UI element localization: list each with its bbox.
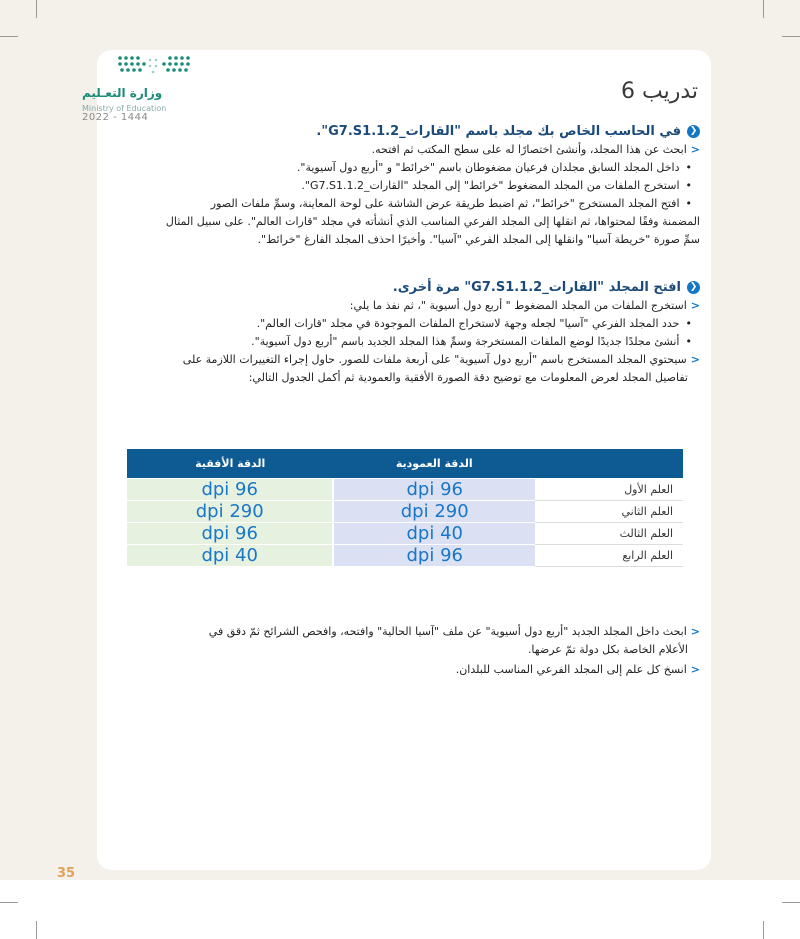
bullet-item: • افتح المجلد المستخرج "خرائط"، ثم اضبط طريقة عرض الشاشة على لوحة المعاينة، وسمِّ ملفات الصور — [120, 196, 692, 212]
row-label: العلم الرابع — [535, 545, 683, 567]
section-1 — [120, 122, 700, 250]
vertical-dpi-input[interactable]: 290 dpi — [333, 501, 535, 523]
crop-mark — [763, 921, 764, 939]
row-label: العلم الأول — [535, 479, 683, 501]
section-3 — [120, 622, 700, 680]
horizontal-dpi-input[interactable]: 290 dpi — [127, 501, 333, 523]
bullet-continuation: المضمنة وفقًا لمحتواها، ثم انقلها إلى المجلد الفرعي المناسب الذي أنشأته في مجلد "قارات العالم". على سبيل المثال — [165, 215, 700, 228]
crop-mark — [0, 902, 18, 903]
crop-mark — [36, 921, 37, 939]
table-header-empty — [535, 449, 683, 479]
bullet-item: • داخل المجلد السابق مجلدان فرعيان مضغوطان باسم "خرائط" و "أربع دول آسيوية". — [120, 160, 692, 176]
crop-mark — [0, 36, 18, 37]
step-text: استخرج الملفات من المجلد المضغوط " أربع دول أسيوية "، ثم نفذ ما يلي: — [349, 299, 687, 312]
row-label: العلم الثالث — [535, 523, 683, 545]
step-continuation: تفاصيل المجلد لعرض المعلومات مع توضيح دقة الصورة الأفقية والعمودية ثم أكمل الجدول التالي: — [248, 371, 688, 384]
crop-mark — [763, 0, 764, 18]
bullet-item: • حدد المجلد الفرعي "آسيا" لجعله وجهة لاستخراج الملفات الموجودة في مجلد "قارات العالم". — [120, 316, 692, 332]
step-text: انسخ كل علم إلى المجلد الفرعي المناسب للبلدان. — [455, 663, 687, 676]
horizontal-dpi-input[interactable]: 96 dpi — [127, 523, 333, 545]
arrow-icon: < — [690, 663, 700, 676]
step-continuation: الأعلام الخاصة بكل دولة تمّ عرضها. — [527, 643, 688, 656]
step-text: ابحث داخل المجلد الجديد "أربع دول أسيوية" عن ملف "آسيا الحالية" وافتحه، وافحص الشرائح ثمّ دقق في — [208, 625, 687, 638]
table-row — [127, 545, 683, 567]
ministry-year: 2022 - 1444 — [82, 112, 149, 123]
arrow-icon: < — [690, 299, 700, 312]
step — [120, 624, 700, 640]
crop-mark — [782, 36, 800, 37]
ministry-name-arabic: وزارة التعـليم — [82, 86, 163, 100]
vertical-dpi-input[interactable]: 96 dpi — [333, 479, 535, 501]
step — [120, 662, 700, 678]
section-2-heading-text: افتح المجلد "القارات_G7.S1.1.2" مرة أخرى. — [392, 280, 681, 295]
resolution-table — [127, 449, 683, 567]
table-row — [127, 479, 683, 501]
crop-mark — [782, 902, 800, 903]
section-1-heading-text: في الحاسب الخاص بك مجلد باسم "القارات_G7.S1.1.2". — [316, 124, 681, 139]
step-text: سيحتوي المجلد المستخرج باسم "أربع دول آسيوية" على أربعة ملفات للصور. حاول إجراء التغييرات اللازمة على — [182, 353, 687, 366]
row-label: العلم الثاني — [535, 501, 683, 523]
step — [120, 142, 700, 158]
bullet-continuation: سمِّ صورة "خريطة آسيا" وانقلها إلى المجلد الفرعي "آسيا". وأخيرًا احذف المجلد الفارغ "خرائط". — [257, 233, 700, 246]
table-header-horizontal: الدقة الأفقية — [127, 449, 333, 479]
ministry-name-english: Ministry of Education — [82, 104, 167, 113]
table-row — [127, 523, 683, 545]
chevron-left-icon: ❮ — [687, 125, 700, 138]
step — [120, 352, 700, 368]
page-title: تدريب 6 — [620, 79, 698, 104]
section-1-heading — [120, 124, 700, 140]
arrow-icon: < — [690, 143, 700, 156]
horizontal-dpi-input[interactable]: 40 dpi — [127, 545, 333, 567]
table-header-vertical: الدقة العمودية — [333, 449, 535, 479]
page-number: 35 — [57, 866, 76, 881]
step-text: ابحث عن هذا المجلد، وأنشئ اختصارًا له على سطح المكتب ثم افتحه. — [371, 143, 687, 156]
section-2-heading — [120, 280, 700, 296]
crop-mark — [36, 0, 37, 18]
table-row — [127, 501, 683, 523]
horizontal-dpi-input[interactable]: 96 dpi — [127, 479, 333, 501]
section-2 — [120, 278, 700, 388]
ministry-logo-dots-icon — [110, 52, 200, 88]
chevron-left-icon: ❮ — [687, 281, 700, 294]
step — [120, 298, 700, 314]
vertical-dpi-input[interactable]: 40 dpi — [333, 523, 535, 545]
vertical-dpi-input[interactable]: 96 dpi — [333, 545, 535, 567]
bullet-item: • أنشئ مجلدًا جديدًا لوضع الملفات المستخرجة وسمِّ هذا المجلد الجديد باسم "أربع دول آسيوية". — [120, 334, 692, 350]
bullet-item: • استخرج الملفات من المجلد المضغوط "خرائط" إلى المجلد "القارات_G7.S1.1.2". — [120, 178, 692, 194]
arrow-icon: < — [690, 625, 700, 638]
arrow-icon: < — [690, 353, 700, 366]
table-header-row — [127, 449, 683, 479]
